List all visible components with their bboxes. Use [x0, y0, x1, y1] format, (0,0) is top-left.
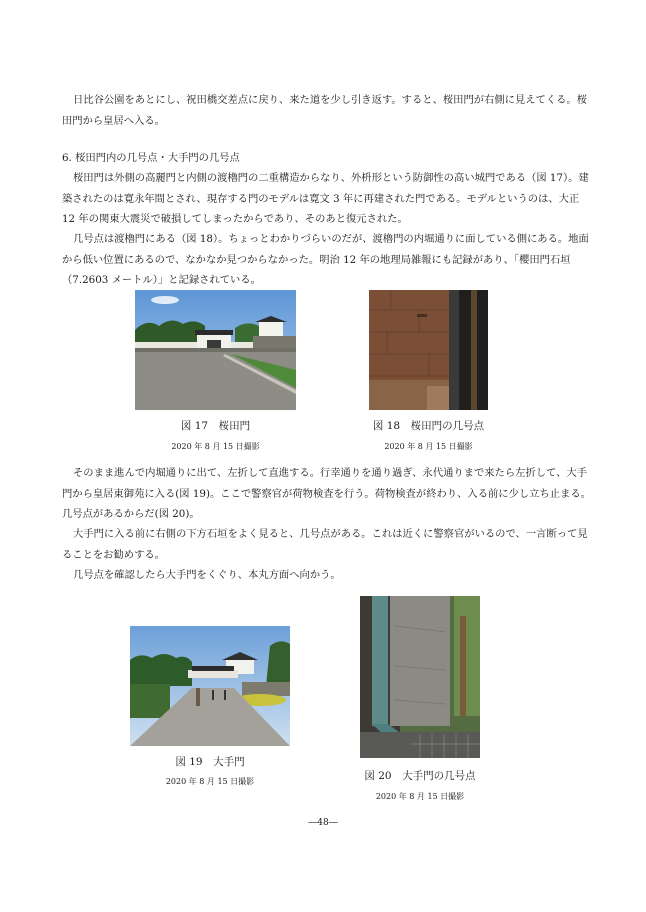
page-number: ―48― — [308, 818, 338, 828]
paragraph-kigoten-location: 几号点は渡櫓門にある（図 18）。ちょっとわかりづらいのだが、渡櫓門の内堀通りに面している側にある。地面から低い位置にあるので、なかなか見つからなかった。明治 12 年の地理局雑報にも記録があり、「櫻田門石垣（7.2603 メートル）」と記録されている。 — [62, 233, 589, 286]
paragraph-otemon-kigoten: 大手門に入る前に右側の下方石垣をよく見ると、几号点がある。これは近くに警察官がいるので、一言断って見ることをお勧めする。 — [62, 528, 588, 561]
figure-19-date: 2020 年 8 月 15 日撮影 — [165, 777, 255, 786]
intro-paragraph: 日比谷公園をあとにし、祝田橋交差点に戻り、来た道を少し引き返す。すると、桜田門が右側に見えてくる。桜田門から皇居へ入る。 — [62, 94, 588, 127]
photo-otemon-kigoten — [360, 596, 480, 758]
section-heading: 6. 桜田門内の几号点・大手門の几号点 — [62, 152, 240, 164]
paragraph-next-step: 几号点を確認したら大手門をくぐり、本丸方面へ向かう。 — [73, 569, 341, 581]
figure-19-caption: 図 19 大手門 — [175, 756, 245, 768]
figure-18-caption: 図 18 桜田門の几号点 — [372, 420, 485, 432]
figure-17-caption: 図 17 桜田門 — [180, 420, 251, 432]
paragraph-route-to-otemon: そのまま進んで内堀通りに出て、左折して直進する。行幸通りを通り過ぎ、永代通りまで来たら左折して、大手門から皇居東御苑に入る(図 19)。ここで警察官が荷物検査を行う。荷物検査が終わり、入る前に少し立ち止まる。几号点があるからだ(図 20)。 — [62, 467, 591, 520]
photo-sakuradamon — [135, 290, 296, 410]
figure-20-date: 2020 年 8 月 15 日撮影 — [375, 792, 465, 801]
photo-sakuradamon-kigoten — [369, 290, 488, 410]
photo-otemon — [130, 626, 290, 746]
figure-17-date: 2020 年 8 月 15 日撮影 — [171, 442, 260, 451]
paragraph-sakuradamon-description: 桜田門は外側の高麗門と内側の渡櫓門の二重構造からなり、外枡形という防御性の高い城門である（図 17）。建築されたのは寛永年間とされ、現存する門のモデルは寛文 3 年に再建された門である。モデルというのは、大正 12 年の関東大震災で破損してしまったからであり、そのあと復元された。 — [62, 172, 589, 225]
figure-18-date: 2020 年 8 月 15 日撮影 — [384, 442, 473, 451]
figure-20-caption: 図 20 大手門の几号点 — [364, 770, 476, 782]
